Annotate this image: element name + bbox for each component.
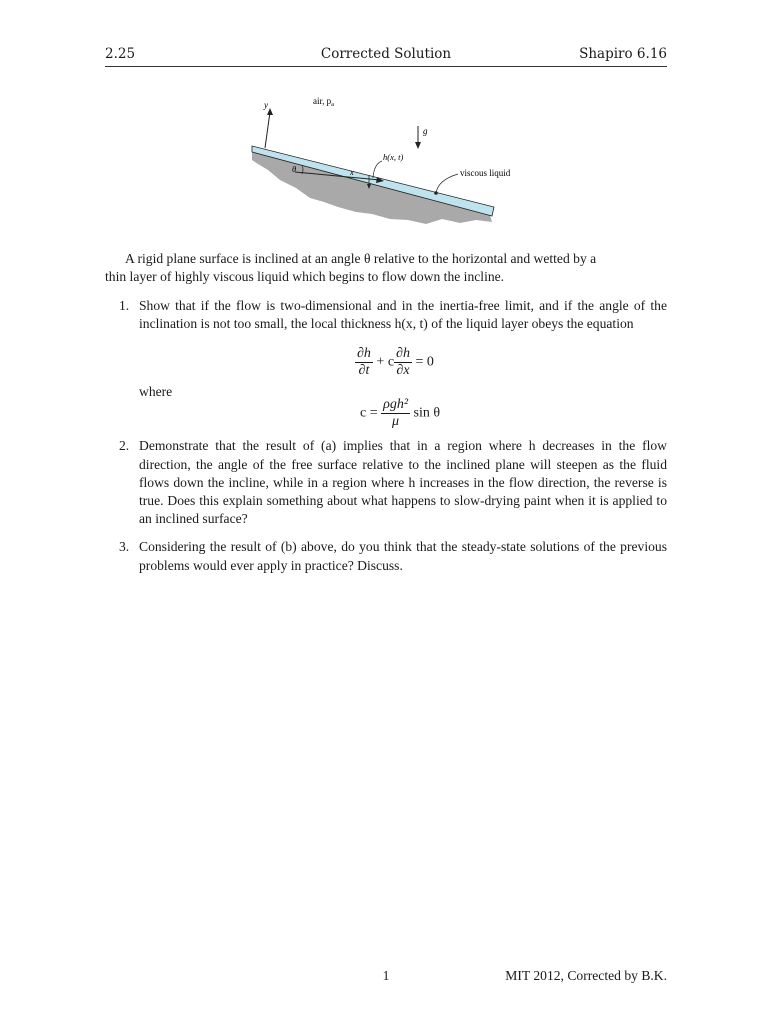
footer-credit: MIT 2012, Corrected by B.K. <box>505 968 667 983</box>
label-x: x <box>350 167 354 177</box>
label-g: g <box>423 126 428 136</box>
intro-line-1: A rigid plane surface is inclined at an angle θ relative to the horizontal and wetted by a <box>125 251 597 266</box>
equation-thickness <box>355 346 434 379</box>
eq1-rhs: = 0 <box>415 354 434 370</box>
header-rule <box>105 66 667 67</box>
intro-line-2: thin layer of highly viscous liquid which begins to flow down the incline. <box>105 269 505 285</box>
eq1-term2-denominator: ∂x <box>396 363 410 378</box>
label-air: air, $p_a$ <box>313 96 335 108</box>
question-1 <box>105 297 667 333</box>
eq2-denominator: μ <box>392 414 400 429</box>
question-1-number: 1. <box>119 298 130 313</box>
label-theta: θ <box>292 164 297 174</box>
question-2-number: 2. <box>119 438 130 454</box>
question-3 <box>105 538 667 574</box>
eq1-term2-numerator: ∂h <box>396 346 410 361</box>
equation-wave-speed <box>360 397 440 430</box>
eq2-lhs: c = <box>360 405 378 421</box>
page-header <box>105 46 667 66</box>
incline-figure <box>240 90 540 230</box>
question-list <box>105 297 667 585</box>
where-label: where <box>139 384 173 399</box>
label-viscous-liquid: viscous liquid <box>460 168 511 178</box>
eq1-term1-denominator: ∂t <box>358 363 370 378</box>
question-1-text: Show that if the flow is two-dimensional and in the inertia-free limit, and if the angle of the inclination is not too small, the local thickness h(x, t) of the liquid layer obeys the equation <box>139 298 667 332</box>
eq2-numerator: ρgh² <box>383 397 409 412</box>
label-h: h(x, t) <box>383 152 404 162</box>
eq1-term1-numerator: ∂h <box>357 346 371 361</box>
ground-shape <box>252 152 492 224</box>
header-title: Corrected Solution <box>320 46 452 62</box>
question-2-text: Demonstrate that the result of (a) implies that in a region where h decreases in the flow direction, the angle of the free surface relative to the inclined plane will steepen as the fluid flows down the incline, while in a region where h increases in the flow direction, the reverse is true. Does this explain something about what happens to slow-drying paint when it is applied to an inclined surface? <box>139 438 667 527</box>
header-problem-ref: Shapiro 6.16 <box>579 46 667 62</box>
eq1-plus-c: + c <box>376 354 395 370</box>
question-2 <box>105 437 667 528</box>
header-course-number: 2.25 <box>105 46 136 62</box>
label-y: y <box>264 100 268 110</box>
page-number: 1 <box>382 968 390 983</box>
question-3-number: 3. <box>119 539 130 555</box>
intro-paragraph <box>105 250 667 286</box>
question-3-text: Considering the result of (b) above, do you think that the steady-state solutions of the previous problems would ever apply in practice? Discuss. <box>139 539 667 573</box>
eq2-sin-theta: sin θ <box>413 405 441 421</box>
